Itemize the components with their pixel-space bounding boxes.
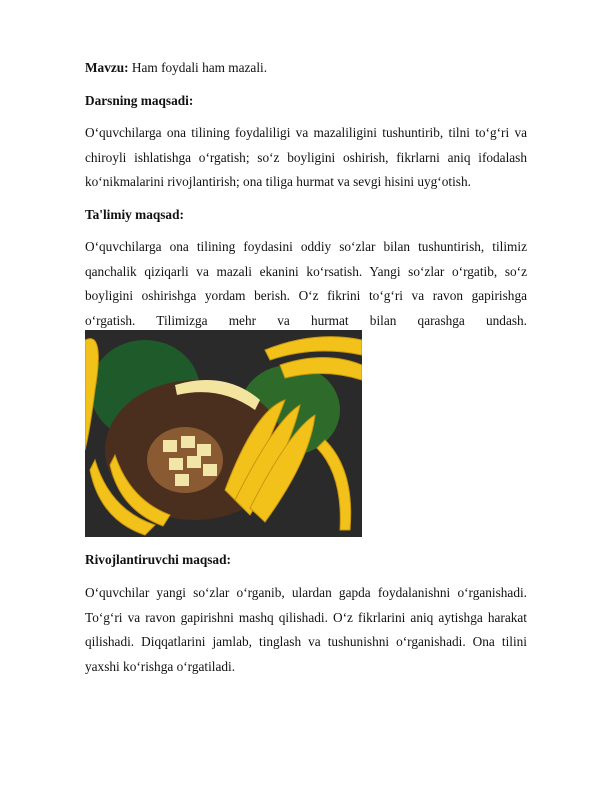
topic-value: Ham foydali ham mazali. [131, 60, 268, 75]
section-paragraph: O‘quvchilarga ona tilining foydaliligi va mazaliligini tushuntirib, tilni to‘g‘ri va chiroyli ishlatishga o‘rgatish; so‘z boyligini oshirish, fikrlarni aniq ifodalash ko‘nikmalarini rivojlantirish; ona tiliga hurmat va sevgi hisini uyg‘otish. [85, 125, 527, 190]
section-heading: Rivojlantiruvchi maqsad: [85, 552, 231, 567]
section-heading: Darsning maqsadi: [85, 93, 194, 108]
section-paragraph: O‘quvchilar yangi so‘zlar o‘rganib, ulardan gapda foydalanishni o‘rganishadi. To‘g‘ri va ravon gapirishni mashq qilishadi. O‘z fikrlarini aniq aytishga harakat qilishadi. Diqqatlarini jamlab, tinglash va tushunishni o‘rganishadi. Ona tilini yaxshi ko‘rishga o‘rgatiladi. [85, 585, 527, 674]
bananas-photo [85, 330, 362, 537]
topic-line [85, 56, 527, 81]
section-heading: Ta'limiy maqsad: [85, 207, 184, 222]
topic-label: Mavzu: [85, 60, 129, 75]
section-paragraph: O‘quvchilarga ona tilining foydasini oddiy so‘zlar bilan tushuntirish, tilimiz qanchalik qiziqarli va mazali ekanini ko‘rsatish. Yangi so‘zlar o‘rgatib, so‘z boyligini oshirishga yordam berish. O‘z fikrini to‘g‘ri va ravon gapirishga o‘rgatish. Tilimizga mehr va hurmat bilan qarashga undash. [85, 239, 527, 328]
